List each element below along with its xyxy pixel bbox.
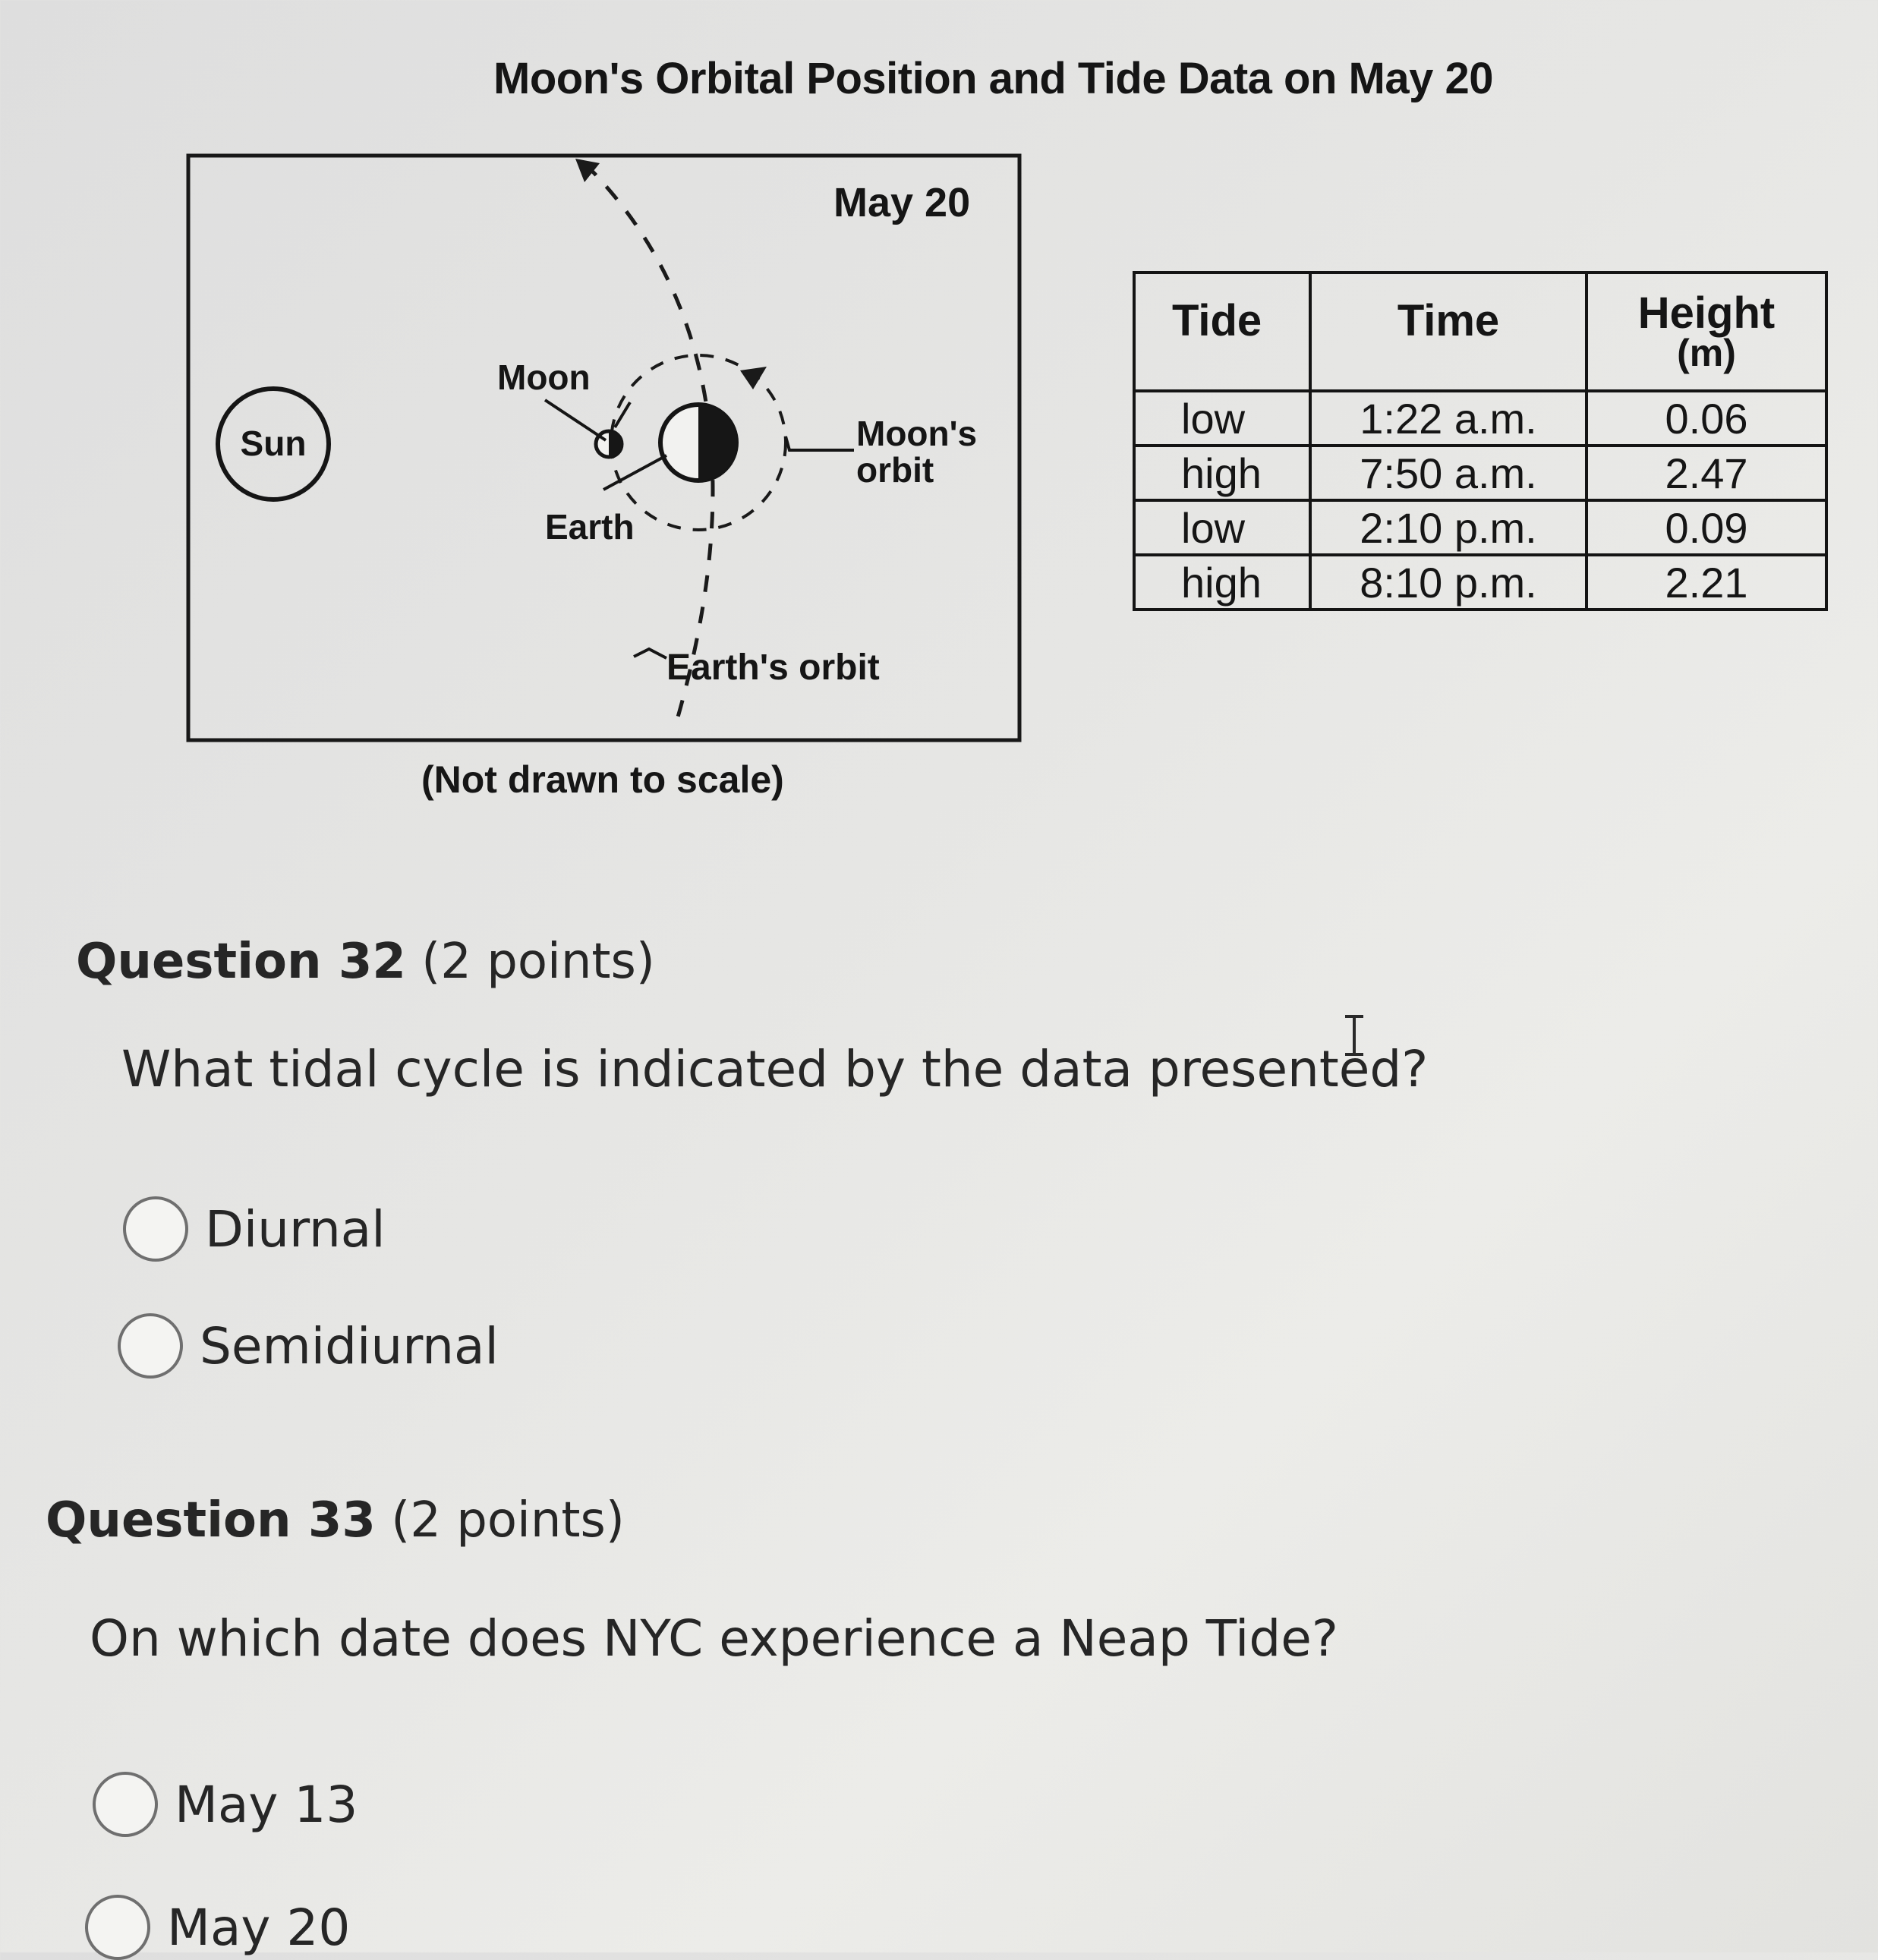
moon-label: Moon [497,358,591,397]
question-33-text: On which date does NYC experience a Neap Tide? [90,1609,1338,1668]
cell-height: 0.06 [1587,391,1826,446]
question-33-points: (2 points) [391,1492,625,1549]
table-row [1134,391,1826,446]
radio-button[interactable] [85,1895,150,1960]
option-label: May 13 [175,1775,358,1834]
option-diurnal[interactable] [123,1196,386,1262]
question-33-number: Question 33 [46,1492,376,1549]
earths-orbit-arrow-icon [575,159,600,182]
header-height [1587,273,1826,391]
diagram-caption: (Not drawn to scale) [421,758,784,801]
table-row [1134,500,1826,555]
header-time: Time [1310,273,1587,391]
question-32-points: (2 points) [421,934,655,990]
text-cursor-icon [1341,1013,1368,1059]
header-height-unit: (m) [1677,332,1736,374]
radio-button[interactable] [123,1196,188,1262]
cell-tide: high [1134,446,1310,500]
moon-leader-line [545,400,606,440]
option-label: Diurnal [205,1199,386,1259]
cell-time: 1:22 a.m. [1310,391,1587,446]
earth-label: Earth [545,507,635,547]
option-may-13[interactable] [93,1772,358,1837]
sun-label: Sun [240,424,307,463]
moon-pointer-line [615,402,630,427]
option-label: May 20 [167,1898,351,1957]
header-height-label: Height [1637,288,1776,338]
question-32-title [76,934,655,990]
cell-tide: low [1134,500,1310,555]
header-tide: Tide [1134,273,1310,391]
moons-orbit-label-line2: orbit [856,450,934,490]
radio-button[interactable] [118,1313,183,1379]
question-32-number: Question 32 [76,934,406,990]
earths-orbit-label: Earth's orbit [666,648,880,688]
radio-button[interactable] [93,1772,158,1837]
moons-orbit-arrow-icon [740,367,767,389]
question-32-text: What tidal cycle is indicated by the data presented? [121,1040,1429,1098]
question-33-title [46,1492,625,1549]
table-row [1134,555,1826,610]
earth-leader-line [603,455,666,490]
earths-orbit-leader [634,649,666,658]
cell-time: 8:10 p.m. [1310,555,1587,610]
option-label: Semidiurnal [200,1316,499,1375]
option-may-20[interactable] [85,1895,350,1960]
figure-title: Moon's Orbital Position and Tide Data on May 20 [493,54,1493,103]
table-row [1134,446,1826,500]
cell-height: 0.09 [1587,500,1826,555]
option-semidiurnal[interactable] [118,1313,499,1379]
orbit-diagram [175,148,1032,755]
cell-time: 7:50 a.m. [1310,446,1587,500]
moons-orbit-leader [786,436,854,450]
cell-time: 2:10 p.m. [1310,500,1587,555]
cell-height: 2.47 [1587,446,1826,500]
date-label: May 20 [833,180,971,225]
cell-height: 2.21 [1587,555,1826,610]
cell-tide: low [1134,391,1310,446]
tide-data-table [1133,271,1828,611]
earth-night-side [698,405,736,481]
cell-tide: high [1134,555,1310,610]
moons-orbit-label-line1: Moon's [856,414,978,453]
table-header-row [1134,273,1826,391]
